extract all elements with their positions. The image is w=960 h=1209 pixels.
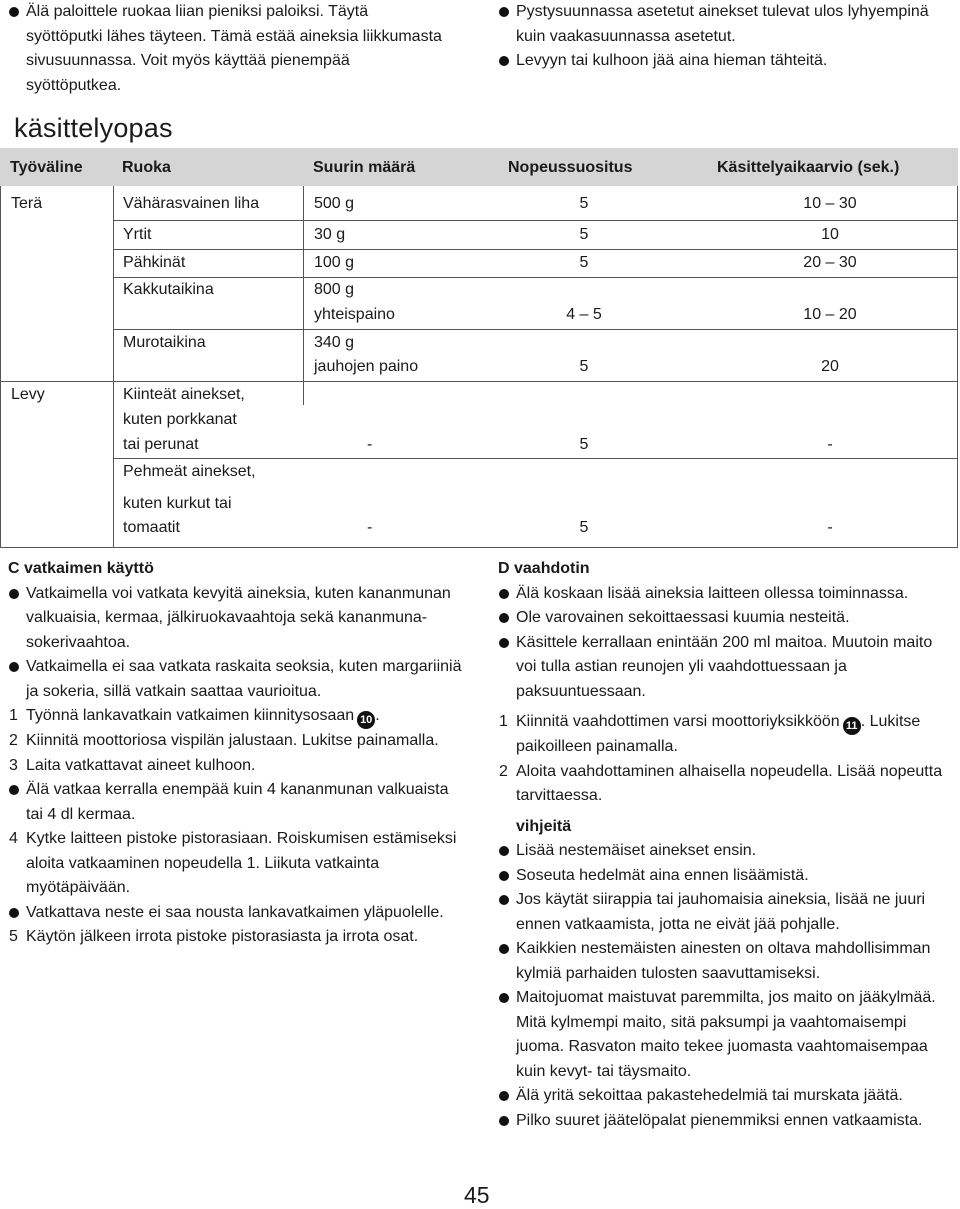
cell-amount: 340 g [314, 334, 355, 351]
step-number: 1 [9, 707, 18, 724]
header-tool: Työväline [10, 159, 83, 176]
processing-guide-title: käsittelyopas [14, 113, 173, 143]
cell-amount: - [367, 519, 373, 536]
tip-item: Älä yritä sekoittaa pakastehedelmiä tai murskata jäätä. [498, 1084, 948, 1109]
cell-amount: 800 g [314, 281, 355, 298]
cell-tool: Levy [11, 386, 45, 403]
step-text: Työnnä lankavatkain vatkaimen kiinnitysosaan [26, 707, 355, 724]
row-divider [113, 277, 957, 278]
step-number: 3 [9, 756, 18, 774]
row-divider [113, 329, 957, 330]
cell-speed: 5 [579, 254, 589, 271]
cell-speed: 5 [579, 226, 589, 243]
cell-speed: 5 [579, 358, 589, 375]
header-speed: Nopeussuositus [508, 159, 633, 176]
cell-time: 20 – 30 [803, 254, 857, 271]
top-right-notes [498, 0, 948, 74]
cell-time: 20 [821, 358, 839, 375]
step-text: Laita vatkattavat aineet kulhoon. [26, 756, 256, 774]
step-item [8, 704, 468, 729]
page-number: 45 [464, 1182, 490, 1208]
cell-amount-note: yhteispaino [314, 306, 395, 323]
cell-food: Vähärasvainen liha [123, 195, 260, 212]
tip-item: Soseuta hedelmät aina ennen lisäämistä. [498, 864, 948, 889]
section-c-heading: C vatkaimen käyttö [8, 560, 154, 577]
cell-food: kuten porkkanat [123, 411, 237, 428]
tip-item: Maitojuomat maistuvat paremmilta, jos maito on jääkylmää. Mitä kylmempi maito, sitä paksumpi ja vaahtomaisempi juoma. Rasvaton maito tekee juomasta vaahtomaisempaa kuin kevyt- tai täysmaito. [498, 986, 948, 1084]
part-reference-icon: 10 [357, 711, 375, 729]
cell-amount: - [367, 436, 373, 453]
cell-amount-note: jauhojen paino [314, 358, 419, 375]
step-number: 1 [499, 713, 508, 730]
top-left-notes [8, 0, 448, 98]
header-amount: Suurin määrä [313, 159, 416, 176]
section-d-frother [498, 557, 948, 1133]
cell-amount: 30 g [314, 226, 346, 243]
step-text: Kiinnitä vaahdottimen varsi moottoriyksikköön [516, 713, 840, 730]
step-number: 2 [9, 732, 18, 749]
cell-food: kuten kurkut tai [123, 495, 232, 512]
tip-item: Kaikkien nestemäisten ainesten on oltava mahdollisimman kylmiä parhaiden tulosten saavuttamiseksi. [498, 937, 948, 986]
section-d-heading: D vaahdotin [498, 560, 590, 577]
bullet-item: Vatkaimella ei saa vatkata raskaita seoksia, kuten margariiniä ja sokeria, sillä vatkain saattaa vaurioitua. [8, 655, 468, 704]
cell-speed: 5 [579, 519, 589, 536]
bullet-item: Pystysuunnassa asetetut ainekset tulevat ulos lyhyempinä kuin vaakasuunnassa asetetut. [498, 0, 948, 49]
cell-food: Yrtit [123, 226, 152, 243]
cell-food: tomaatit [123, 519, 180, 536]
cell-time: - [827, 436, 833, 453]
cell-food: Murotaikina [123, 334, 206, 351]
cell-amount: 100 g [314, 254, 355, 271]
step-item [8, 827, 468, 901]
step-item [8, 754, 468, 779]
bullet-item: Ole varovainen sekoittaessasi kuumia nesteitä. [498, 606, 948, 631]
header-time: Käsittelyaikaarvio (sek.) [717, 159, 900, 176]
tip-item: Pilko suuret jäätelöpalat pienemmiksi ennen vatkaamista. [498, 1109, 948, 1134]
cell-food: Kiinteät ainekset, [123, 386, 245, 403]
tip-item: Jos käytät siirappia tai jauhomaisia aineksia, lisää ne juuri ennen vatkaamista, jotta ne eivät jää pohjalle. [498, 888, 948, 937]
cell-speed: 5 [579, 195, 589, 212]
table-body [0, 186, 958, 548]
row-divider [113, 458, 957, 459]
cell-time: - [827, 519, 833, 536]
cell-time: 10 – 30 [803, 195, 857, 212]
bullet-item: Vatkattava neste ei saa nousta lankavatkaimen yläpuolelle. [8, 901, 468, 926]
step-text: Kytke laitteen pistoke pistorasiaan. Roiskumisen estämiseksi aloita vatkaaminen nopeudella 1. Liikuta vatkainta myötäpäivään. [26, 830, 457, 896]
section-c-whisk [8, 557, 468, 950]
cell-speed: 5 [579, 436, 589, 453]
column-divider [113, 186, 114, 547]
row-divider [1, 381, 957, 382]
cell-speed: 4 – 5 [566, 306, 602, 323]
bullet-item: Älä vatkaa kerralla enempää kuin 4 kananmunan valkuaista tai 4 dl kermaa. [8, 778, 468, 827]
row-divider [113, 220, 957, 221]
step-number: 2 [499, 762, 508, 780]
row-divider [113, 249, 957, 250]
bullet-item: Vatkaimella voi vatkata kevyitä aineksia, kuten kananmunan valkuaisia, kermaa, jälkiruokavaahtoja sekä kananmuna-sokerivaahtoa. [8, 582, 468, 656]
bullet-item: Käsittele kerrallaan enintään 200 ml maitoa. Muutoin maito voi tulla astian reunojen yli vaahdottuessaan ja paksuuntuessaan. [498, 631, 948, 705]
step-text: Aloita vaahdottaminen alhaisella nopeudella. Lisää nopeutta tarvittaessa. [516, 762, 943, 804]
bullet-item: Levyyn tai kulhoon jää aina hieman tähteitä. [498, 49, 948, 74]
cell-food: Pehmeät ainekset, [123, 463, 256, 480]
step-text-end: . Lukitse paikoilleen painamalla. [516, 713, 921, 755]
step-text-end: . [375, 707, 380, 724]
cell-time: 10 – 20 [803, 306, 857, 323]
step-number: 4 [9, 830, 18, 847]
step-item [8, 925, 468, 950]
part-reference-icon: 11 [843, 717, 861, 735]
bullet-item: Älä koskaan lisää aineksia laitteen ollessa toiminnassa. [498, 582, 948, 607]
cell-time: 10 [821, 226, 839, 243]
header-food: Ruoka [122, 159, 171, 176]
cell-food: Kakkutaikina [123, 281, 214, 298]
tip-item: Lisää nestemäiset ainekset ensin. [498, 839, 948, 864]
step-item [8, 729, 468, 754]
tips-heading: vihjeitä [516, 817, 572, 835]
step-text: Käytön jälkeen irrota pistoke pistorasiasta ja irrota osat. [26, 928, 419, 945]
step-number: 5 [9, 928, 18, 945]
cell-amount: 500 g [314, 195, 355, 212]
step-item [498, 760, 948, 809]
column-divider [303, 186, 304, 405]
bullet-item: Älä paloittele ruokaa liian pieniksi paloiksi. Täytä syöttöputki lähes täyteen. Tämä estää aineksia liikkumasta sivusuunnassa. Voit myös käyttää pienempää syöttöputkea. [8, 0, 448, 98]
step-text: Kiinnitä moottoriosa vispilän jalustaan. Lukitse painamalla. [26, 732, 439, 749]
cell-tool: Terä [11, 195, 43, 212]
step-item [498, 710, 948, 760]
cell-food: tai perunat [123, 436, 199, 453]
table-header [0, 148, 958, 186]
cell-food: Pähkinät [123, 254, 186, 271]
